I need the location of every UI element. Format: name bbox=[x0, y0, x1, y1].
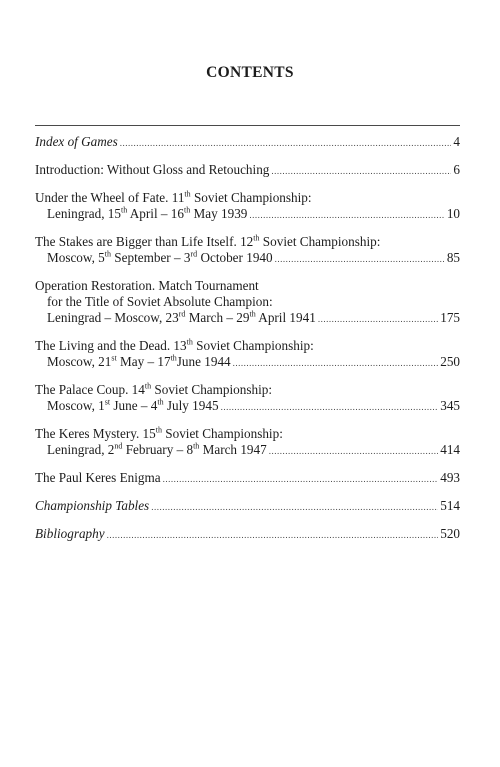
toc-entry-keres-enigma[interactable] bbox=[35, 470, 460, 487]
toc-page-number: 414 bbox=[440, 442, 460, 457]
toc-entry-subtitle: Leningrad – Moscow, 23rd March – 29th April 1941 bbox=[47, 309, 316, 325]
toc-entry-title: Operation Restoration. Match Tournament bbox=[35, 278, 259, 293]
toc-entry-subtitle: Moscow, 1st June – 4th July 1945 bbox=[47, 397, 219, 413]
dot-leader bbox=[163, 470, 439, 487]
toc-entry-title: The Palace Coup. 14th Soviet Championship: bbox=[35, 381, 272, 397]
toc-entry-subtitle: Leningrad, 2nd February – 8th March 1947 bbox=[47, 441, 267, 457]
table-of-contents bbox=[35, 126, 460, 554]
toc-entry-14th-championship[interactable] bbox=[35, 382, 460, 415]
dot-leader bbox=[107, 526, 439, 543]
toc-entry-title: Introduction: Without Gloss and Retouching bbox=[35, 162, 270, 177]
toc-entry-15th-championship[interactable] bbox=[35, 426, 460, 459]
toc-page-number: 10 bbox=[446, 206, 460, 221]
toc-entry-title: Under the Wheel of Fate. 11th Soviet Championship: bbox=[35, 189, 312, 205]
toc-entry-bibliography[interactable] bbox=[35, 526, 460, 543]
toc-entry-subtitle: for the Title of Soviet Absolute Champion: bbox=[47, 294, 273, 309]
toc-entry-subtitle: Moscow, 5th September – 3rd October 1940 bbox=[47, 249, 273, 265]
dot-leader bbox=[318, 310, 438, 327]
page-title: CONTENTS bbox=[206, 64, 294, 81]
dot-leader bbox=[221, 398, 439, 415]
dot-leader bbox=[271, 162, 451, 179]
toc-entry-13th-championship[interactable] bbox=[35, 338, 460, 371]
dot-leader bbox=[249, 206, 444, 223]
toc-page-number: 4 bbox=[453, 134, 460, 149]
toc-entry-championship-tables[interactable] bbox=[35, 498, 460, 515]
toc-entry-title: Bibliography bbox=[35, 526, 105, 541]
toc-page-number: 85 bbox=[446, 250, 460, 265]
toc-entry-subtitle: Moscow, 21st May – 17thJune 1944 bbox=[47, 353, 231, 369]
toc-page-number: 175 bbox=[440, 310, 460, 325]
toc-page-number: 6 bbox=[453, 162, 460, 177]
toc-entry-index-of-games[interactable] bbox=[35, 134, 460, 151]
toc-entry-12th-championship[interactable] bbox=[35, 234, 460, 267]
dot-leader bbox=[275, 250, 445, 267]
toc-entry-title: The Living and the Dead. 13th Soviet Championship: bbox=[35, 337, 314, 353]
toc-entry-11th-championship[interactable] bbox=[35, 190, 460, 223]
toc-page-number: 514 bbox=[440, 498, 460, 513]
toc-page-number: 250 bbox=[440, 354, 460, 369]
toc-page-number: 493 bbox=[440, 470, 460, 485]
toc-entry-introduction[interactable] bbox=[35, 162, 460, 179]
dot-leader bbox=[151, 498, 438, 515]
toc-page-number: 520 bbox=[440, 526, 460, 541]
toc-entry-match-tournament[interactable] bbox=[35, 278, 460, 327]
toc-page-number: 345 bbox=[440, 398, 460, 413]
dot-leader bbox=[233, 354, 439, 371]
toc-entry-title: The Stakes are Bigger than Life Itself. 12th Soviet Championship: bbox=[35, 233, 381, 249]
toc-entry-subtitle: Leningrad, 15th April – 16th May 1939 bbox=[47, 205, 248, 221]
dot-leader bbox=[269, 442, 439, 459]
toc-entry-title: The Paul Keres Enigma bbox=[35, 470, 161, 485]
toc-entry-title: Championship Tables bbox=[35, 498, 150, 513]
dot-leader bbox=[120, 134, 452, 151]
toc-entry-title: Index of Games bbox=[35, 134, 118, 149]
toc-entry-title: The Keres Mystery. 15th Soviet Championship: bbox=[35, 425, 283, 441]
